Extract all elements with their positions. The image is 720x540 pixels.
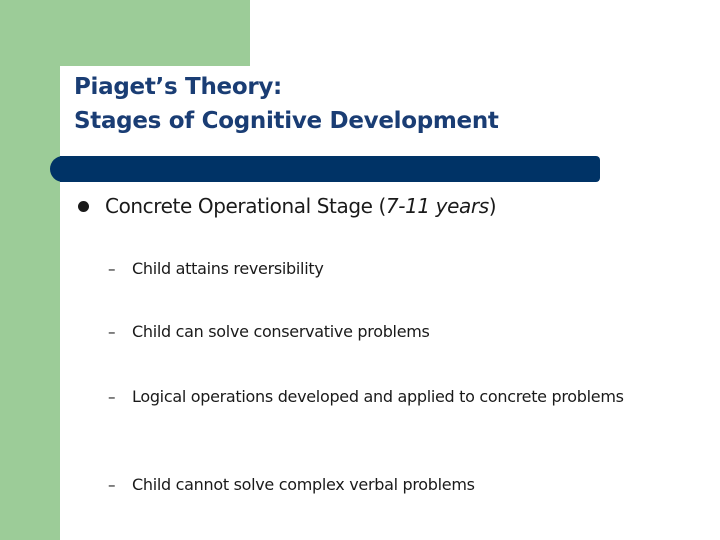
slide-title-line-2: Stages of Cognitive Development bbox=[74, 108, 499, 134]
sub-bullet-text: Child attains reversibility bbox=[132, 259, 324, 278]
slide-title-line-1: Piaget’s Theory: bbox=[74, 74, 282, 100]
main-bullet bbox=[78, 191, 496, 221]
dash-bullet-icon: – bbox=[108, 476, 116, 494]
divider-bar bbox=[60, 156, 600, 182]
dash-bullet-icon: – bbox=[108, 260, 116, 278]
sub-bullet bbox=[108, 474, 688, 496]
main-bullet-label: Concrete Operational Stage ( bbox=[105, 194, 386, 218]
slide-title bbox=[74, 70, 499, 138]
decorative-green-band-left bbox=[0, 157, 60, 540]
sub-bullet-text: Child cannot solve complex verbal problems bbox=[132, 475, 475, 494]
dash-bullet-icon: – bbox=[108, 388, 116, 406]
bullet-dot-icon bbox=[78, 201, 89, 212]
main-bullet-label-end: ) bbox=[488, 194, 497, 218]
sub-bullet bbox=[108, 386, 688, 408]
sub-bullet bbox=[108, 321, 688, 343]
sub-bullet-text: Logical operations developed and applied to concrete problems bbox=[132, 387, 624, 406]
dash-bullet-icon: – bbox=[108, 323, 116, 341]
main-bullet-age-range: 7-11 years bbox=[385, 194, 489, 218]
main-bullet-text bbox=[105, 194, 496, 218]
sub-bullet-text: Child can solve conservative problems bbox=[132, 322, 430, 341]
sub-bullet bbox=[108, 258, 688, 280]
